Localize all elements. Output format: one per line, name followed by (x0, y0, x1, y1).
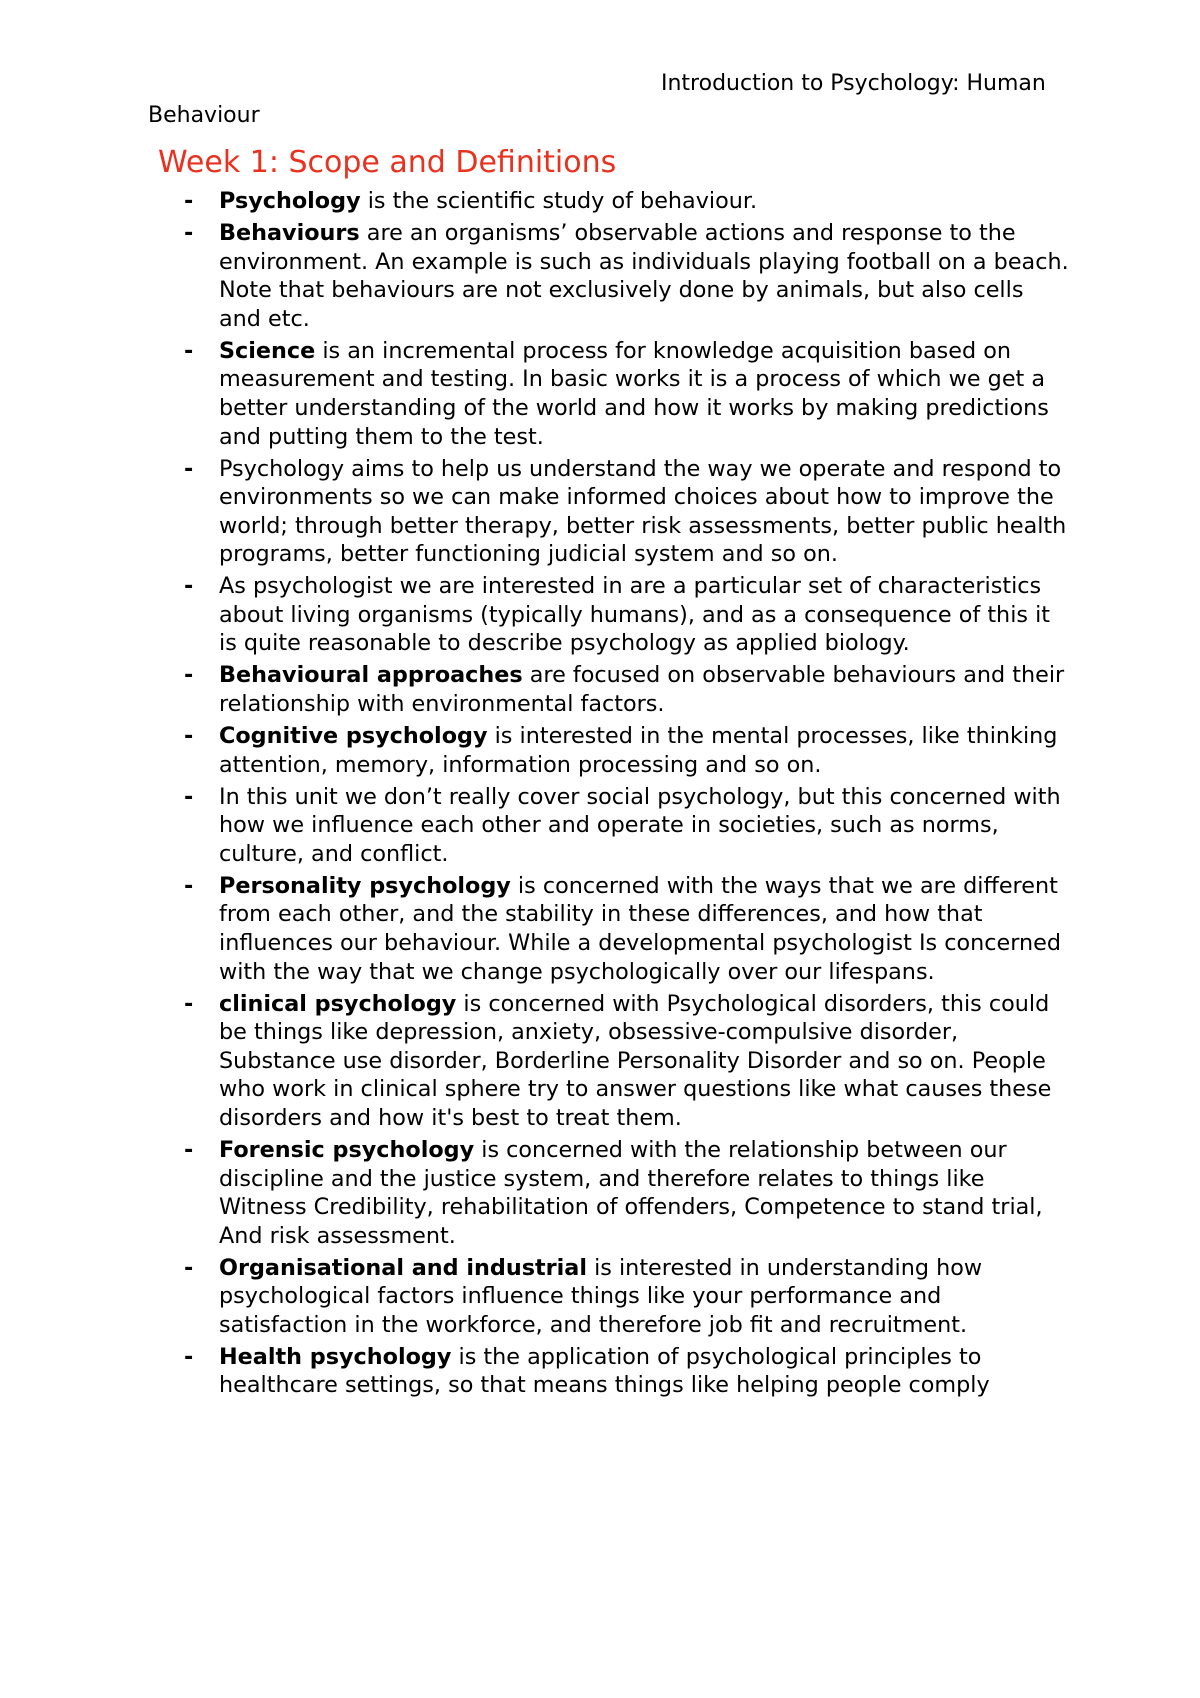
bullet-text: is interested in understanding how psychological factors influence things like your performance and satisfaction in the workforce, and therefore job fit and recruitment. (219, 1254, 983, 1338)
bullet-dash: - (184, 573, 194, 600)
bullet-dash: - (184, 188, 194, 214)
list-item (0, 219, 1200, 333)
bullet-text: are an organisms’ observable actions and response to the environment. An example is such as individuals playing football on a beach. Note that behaviours are not exclusively done by animals, but also cells and etc. (219, 219, 1069, 332)
bullet-text: is the scientific study of behaviour. (360, 188, 758, 214)
bullet-text: is interested in the mental processes, like thinking attention, memory, information processing and so on. (219, 723, 1058, 778)
bullet-dash: - (184, 990, 194, 1017)
bullet-term: Forensic psychology (219, 1136, 475, 1163)
bullet-text: Psychology aims to help us understand the way we operate and respond to environments so we can make informed choices about how to improve the world; through better therapy, better risk assessments, better public health programs, better functioning judicial system and so on. (219, 455, 1067, 568)
bullet-term: Science (219, 337, 316, 364)
bullet-text: is concerned with Psychological disorders, this could be things like depression, anxiety, obsessive-compulsive disorder, Substance use disorder, Borderline Personality Disorder and so on. People who work in clinical sphere try to answer questions like what causes these disorders and how it's best to treat them. (219, 990, 1052, 1131)
bullet-dash: - (184, 455, 194, 482)
list-item (0, 1343, 1200, 1400)
bullet-dash: - (184, 1343, 194, 1370)
bullet-term: Health psychology (219, 1343, 452, 1370)
bullet-term: Personality psychology (219, 872, 511, 899)
list-item (0, 1136, 1200, 1250)
list-item (0, 455, 1200, 569)
list-item (0, 661, 1200, 718)
list-item (0, 990, 1200, 1133)
bullet-term: Behaviours (219, 219, 360, 246)
bullet-text: is concerned with the ways that we are different from each other, and the stability in these differences, and how that influences our behaviour. While a developmental psychologist Is concerned with the way that we change psychologically over our lifespans. (219, 872, 1062, 985)
bullet-dash: - (184, 723, 194, 750)
bullet-text: is concerned with the relationship between our discipline and the justice system, and therefore relates to things like Witness Credibility, rehabilitation of offenders, Competence to stand trial, And risk assessment. (219, 1136, 1043, 1249)
bullet-dash: - (184, 219, 194, 246)
bullet-text: are focused on observable behaviours and their relationship with environmental factors. (219, 662, 1065, 718)
bullet-term: Organisational and industrial (219, 1254, 587, 1281)
bullet-dash: - (184, 662, 194, 689)
list-item (0, 337, 1200, 451)
bullet-text: is an incremental process for knowledge acquisition based on measurement and testing. In basic works it is a process of which we get a better understanding of the world and how it works by making predictions and putting them to the test. (219, 337, 1049, 450)
section-heading: Week 1: Scope and Definitions (158, 145, 617, 180)
definition-list (0, 187, 1200, 1403)
bullet-term: Psychology (219, 188, 361, 214)
list-item (0, 187, 1200, 216)
list-item (0, 1254, 1200, 1340)
bullet-term: Cognitive psychology (219, 723, 488, 750)
bullet-text: As psychologist we are interested in are a particular set of characteristics about living organisms (typically humans), and as a consequence of this it is quite reasonable to describe psychology as applied biology. (219, 573, 1051, 657)
bullet-dash: - (184, 872, 194, 899)
list-item (0, 783, 1200, 869)
bullet-dash: - (184, 1136, 194, 1163)
list-item (0, 872, 1200, 986)
bullet-text: In this unit we don’t really cover social psychology, but this concerned with how we influence each other and operate in societies, such as norms, culture, and conflict. (219, 783, 1061, 867)
bullet-term: Behavioural approaches (219, 662, 523, 689)
list-item (0, 572, 1200, 658)
list-item (0, 722, 1200, 779)
bullet-dash: - (184, 783, 194, 810)
bullet-dash: - (184, 1254, 194, 1281)
page-header: Introduction to Psychology: Human Behaviour (148, 71, 1046, 128)
bullet-term: clinical psychology (219, 990, 457, 1017)
bullet-dash: - (184, 337, 194, 364)
bullet-text: is the application of psychological principles to healthcare settings, so that means things like helping people comply (219, 1343, 990, 1399)
